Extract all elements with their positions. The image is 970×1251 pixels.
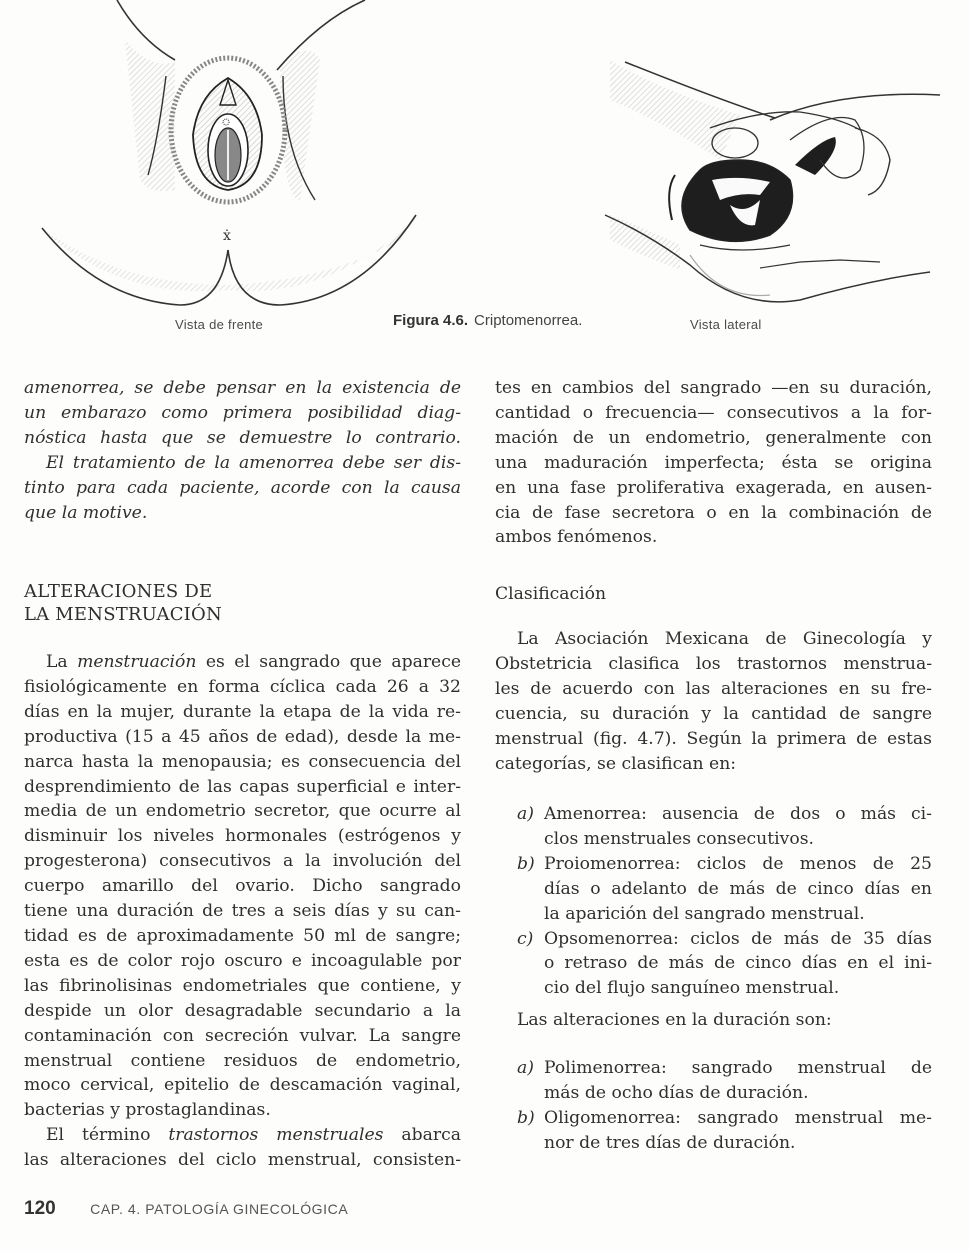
lateral-view-caption: Vista lateral xyxy=(690,317,762,332)
lateral-view-drawing xyxy=(605,60,940,302)
text-line: contaminación con secreción vulvar. La sangre xyxy=(24,1025,461,1046)
italic-term: trastornos menstruales xyxy=(168,1125,384,1146)
list-marker: b) xyxy=(517,1107,535,1128)
amenorrhea-diagnosis-paragraph xyxy=(24,376,461,525)
text-line: disminuir los niveles hormonales (estrógenos y xyxy=(24,826,461,847)
text-line: menstrual (fig. 4.7). Según la primera de estas xyxy=(495,728,932,749)
text-line: esta es de color rojo oscuro e incoagulable por xyxy=(24,950,461,971)
text-line: media de un endometrio secretor, que ocurre al xyxy=(24,801,461,822)
classification-paragraph xyxy=(495,627,932,776)
text-line: cantidad o frecuencia— consecutivos a la for- xyxy=(495,402,932,423)
list-item-amenorrea xyxy=(495,802,932,852)
text-line: ambos fenómenos. xyxy=(495,527,658,548)
text-line: Polimenorrea: sangrado menstrual de xyxy=(544,1058,932,1078)
text-line: tes en cambios del sangrado —en su duración, xyxy=(495,378,932,398)
text-line: un embarazo como primera posibilidad diag- xyxy=(24,402,461,423)
text-line: una maduración imperfecta; ésta se origina xyxy=(495,452,932,473)
page-number: 120 xyxy=(24,1198,56,1219)
text-line: cuerpo amarillo del ovario. Dicho sangrado xyxy=(24,876,461,897)
figure-caption xyxy=(393,312,582,329)
heading-line: LA MENSTRUACIÓN xyxy=(24,604,222,625)
text-line: cia de fase secretora o en la combinación de xyxy=(495,502,932,523)
text-line: que la motive. xyxy=(24,502,148,523)
text-line: menstrual contiene residuos de endometrio, xyxy=(24,1050,461,1071)
text-run: es el sangrado que aparece xyxy=(196,652,462,672)
list-marker: c) xyxy=(517,928,534,949)
text-line: nor de tres días de duración. xyxy=(544,1132,796,1153)
text-line: moco cervical, epitelio de descamación vaginal, xyxy=(24,1075,461,1096)
section-heading xyxy=(24,580,461,626)
classification-subheading xyxy=(495,582,932,607)
text-line: les de acuerdo con las alteraciones en su fre- xyxy=(495,678,932,699)
figure-label: Figura 4.6. xyxy=(393,312,469,329)
menstruation-paragraph xyxy=(24,650,461,1173)
figure-title: Criptomenorrea. xyxy=(474,312,583,329)
text-run: abarca xyxy=(383,1125,461,1146)
subheading-text: Clasificación xyxy=(495,584,607,604)
text-line: narca hasta la menopausia; es consecuencia del xyxy=(24,751,461,772)
text-line: clos menstruales consecutivos. xyxy=(544,828,814,849)
text-line: Oligomenorrea: sangrado menstrual me- xyxy=(544,1107,932,1128)
text-line: las fibrinolisinas endometriales que contiene, y xyxy=(24,975,461,996)
text-line xyxy=(24,1123,461,1148)
italic-term: menstruación xyxy=(77,652,197,672)
left-column xyxy=(24,376,461,525)
text-line xyxy=(24,650,461,675)
text-line: categorías, se clasifican en: xyxy=(495,753,737,774)
text-run: La xyxy=(46,652,78,672)
text-line: en una fase proliferativa exagerada, en ausen- xyxy=(495,477,932,498)
svg-text:ẋ: ẋ xyxy=(223,228,231,244)
text-line: o retraso de más de cinco días en el ini- xyxy=(544,953,932,974)
text-line: cuencia, su duración y la cantidad de sangre xyxy=(495,703,932,724)
text-line: tiene una duración de tres a seis días y su can- xyxy=(24,901,461,922)
list-item-proiomenorrea xyxy=(495,852,932,927)
text-line: nóstica hasta que se demuestre lo contrario. xyxy=(24,427,461,448)
list-item-opsomenorrea xyxy=(495,927,932,1002)
text-line: la aparición del sangrado menstrual. xyxy=(544,903,865,924)
heading-line: ALTERACIONES DE xyxy=(24,581,213,602)
text-line: El tratamiento de la amenorrea debe ser dis- xyxy=(46,452,461,473)
text-line: cio del flujo sanguíneo menstrual. xyxy=(544,978,840,999)
text-line: Obstetricia clasifica los trastornos menstrua- xyxy=(495,653,932,674)
text-line: días en la mujer, durante la etapa de la vida re- xyxy=(24,701,461,722)
text-line: mación de un endometrio, generalmente con xyxy=(495,427,932,448)
figure-4-6 xyxy=(0,0,970,345)
text-line: días o adelanto de más de cinco días en xyxy=(544,878,932,899)
duration-alterations-list xyxy=(495,1056,932,1156)
front-view-caption: Vista de frente xyxy=(175,317,264,332)
text-line: La Asociación Mexicana de Ginecología y xyxy=(517,629,932,649)
text-line: Opsomenorrea: ciclos de más de 35 días xyxy=(544,928,932,949)
page-footer xyxy=(24,1198,348,1220)
text-line: tidad es de aproximadamente 50 ml de sangre; xyxy=(24,925,461,946)
text-line: las alteraciones del ciclo menstrual, consisten- xyxy=(24,1150,461,1171)
list-item-polimenorrea xyxy=(495,1056,932,1106)
list-marker: a) xyxy=(517,1058,534,1078)
text-line: Amenorrea: ausencia de dos o más ci- xyxy=(544,804,932,824)
text-line: despide un olor desagradable secundario a la xyxy=(24,1000,461,1021)
running-head: CAP. 4. PATOLOGÍA GINECOLÓGICA xyxy=(90,1201,349,1217)
text-line: productiva (15 a 45 años de edad), desde la me- xyxy=(24,726,461,747)
list-marker: b) xyxy=(517,853,535,874)
text-line: Las alteraciones en la duración son: xyxy=(517,1010,832,1030)
list-marker: a) xyxy=(517,804,534,824)
text-line: fisiológicamente en forma cíclica cada 26 a 32 xyxy=(24,676,461,697)
text-line: progesterona) consecutivos a la involución del xyxy=(24,851,461,872)
duration-intro xyxy=(495,1008,932,1033)
menstrual-disorders-continuation xyxy=(495,376,932,550)
list-item-oligomenorrea xyxy=(495,1106,932,1156)
text-line: tinto para cada paciente, acorde con la causa xyxy=(24,477,461,498)
text-line: amenorrea, se debe pensar en la existencia de xyxy=(24,378,461,398)
text-line: desprendimiento de las capas superficial e inter- xyxy=(24,776,461,797)
text-run: El término xyxy=(46,1125,169,1146)
criptomenorrea-illustration xyxy=(0,0,970,345)
text-line: Proiomenorrea: ciclos de menos de 25 xyxy=(544,853,932,874)
text-line: bacterias y prostaglandinas. xyxy=(24,1100,271,1121)
text-line: más de ocho días de duración. xyxy=(544,1082,809,1103)
frequency-alterations-list xyxy=(495,802,932,1001)
front-view-drawing xyxy=(40,0,420,305)
